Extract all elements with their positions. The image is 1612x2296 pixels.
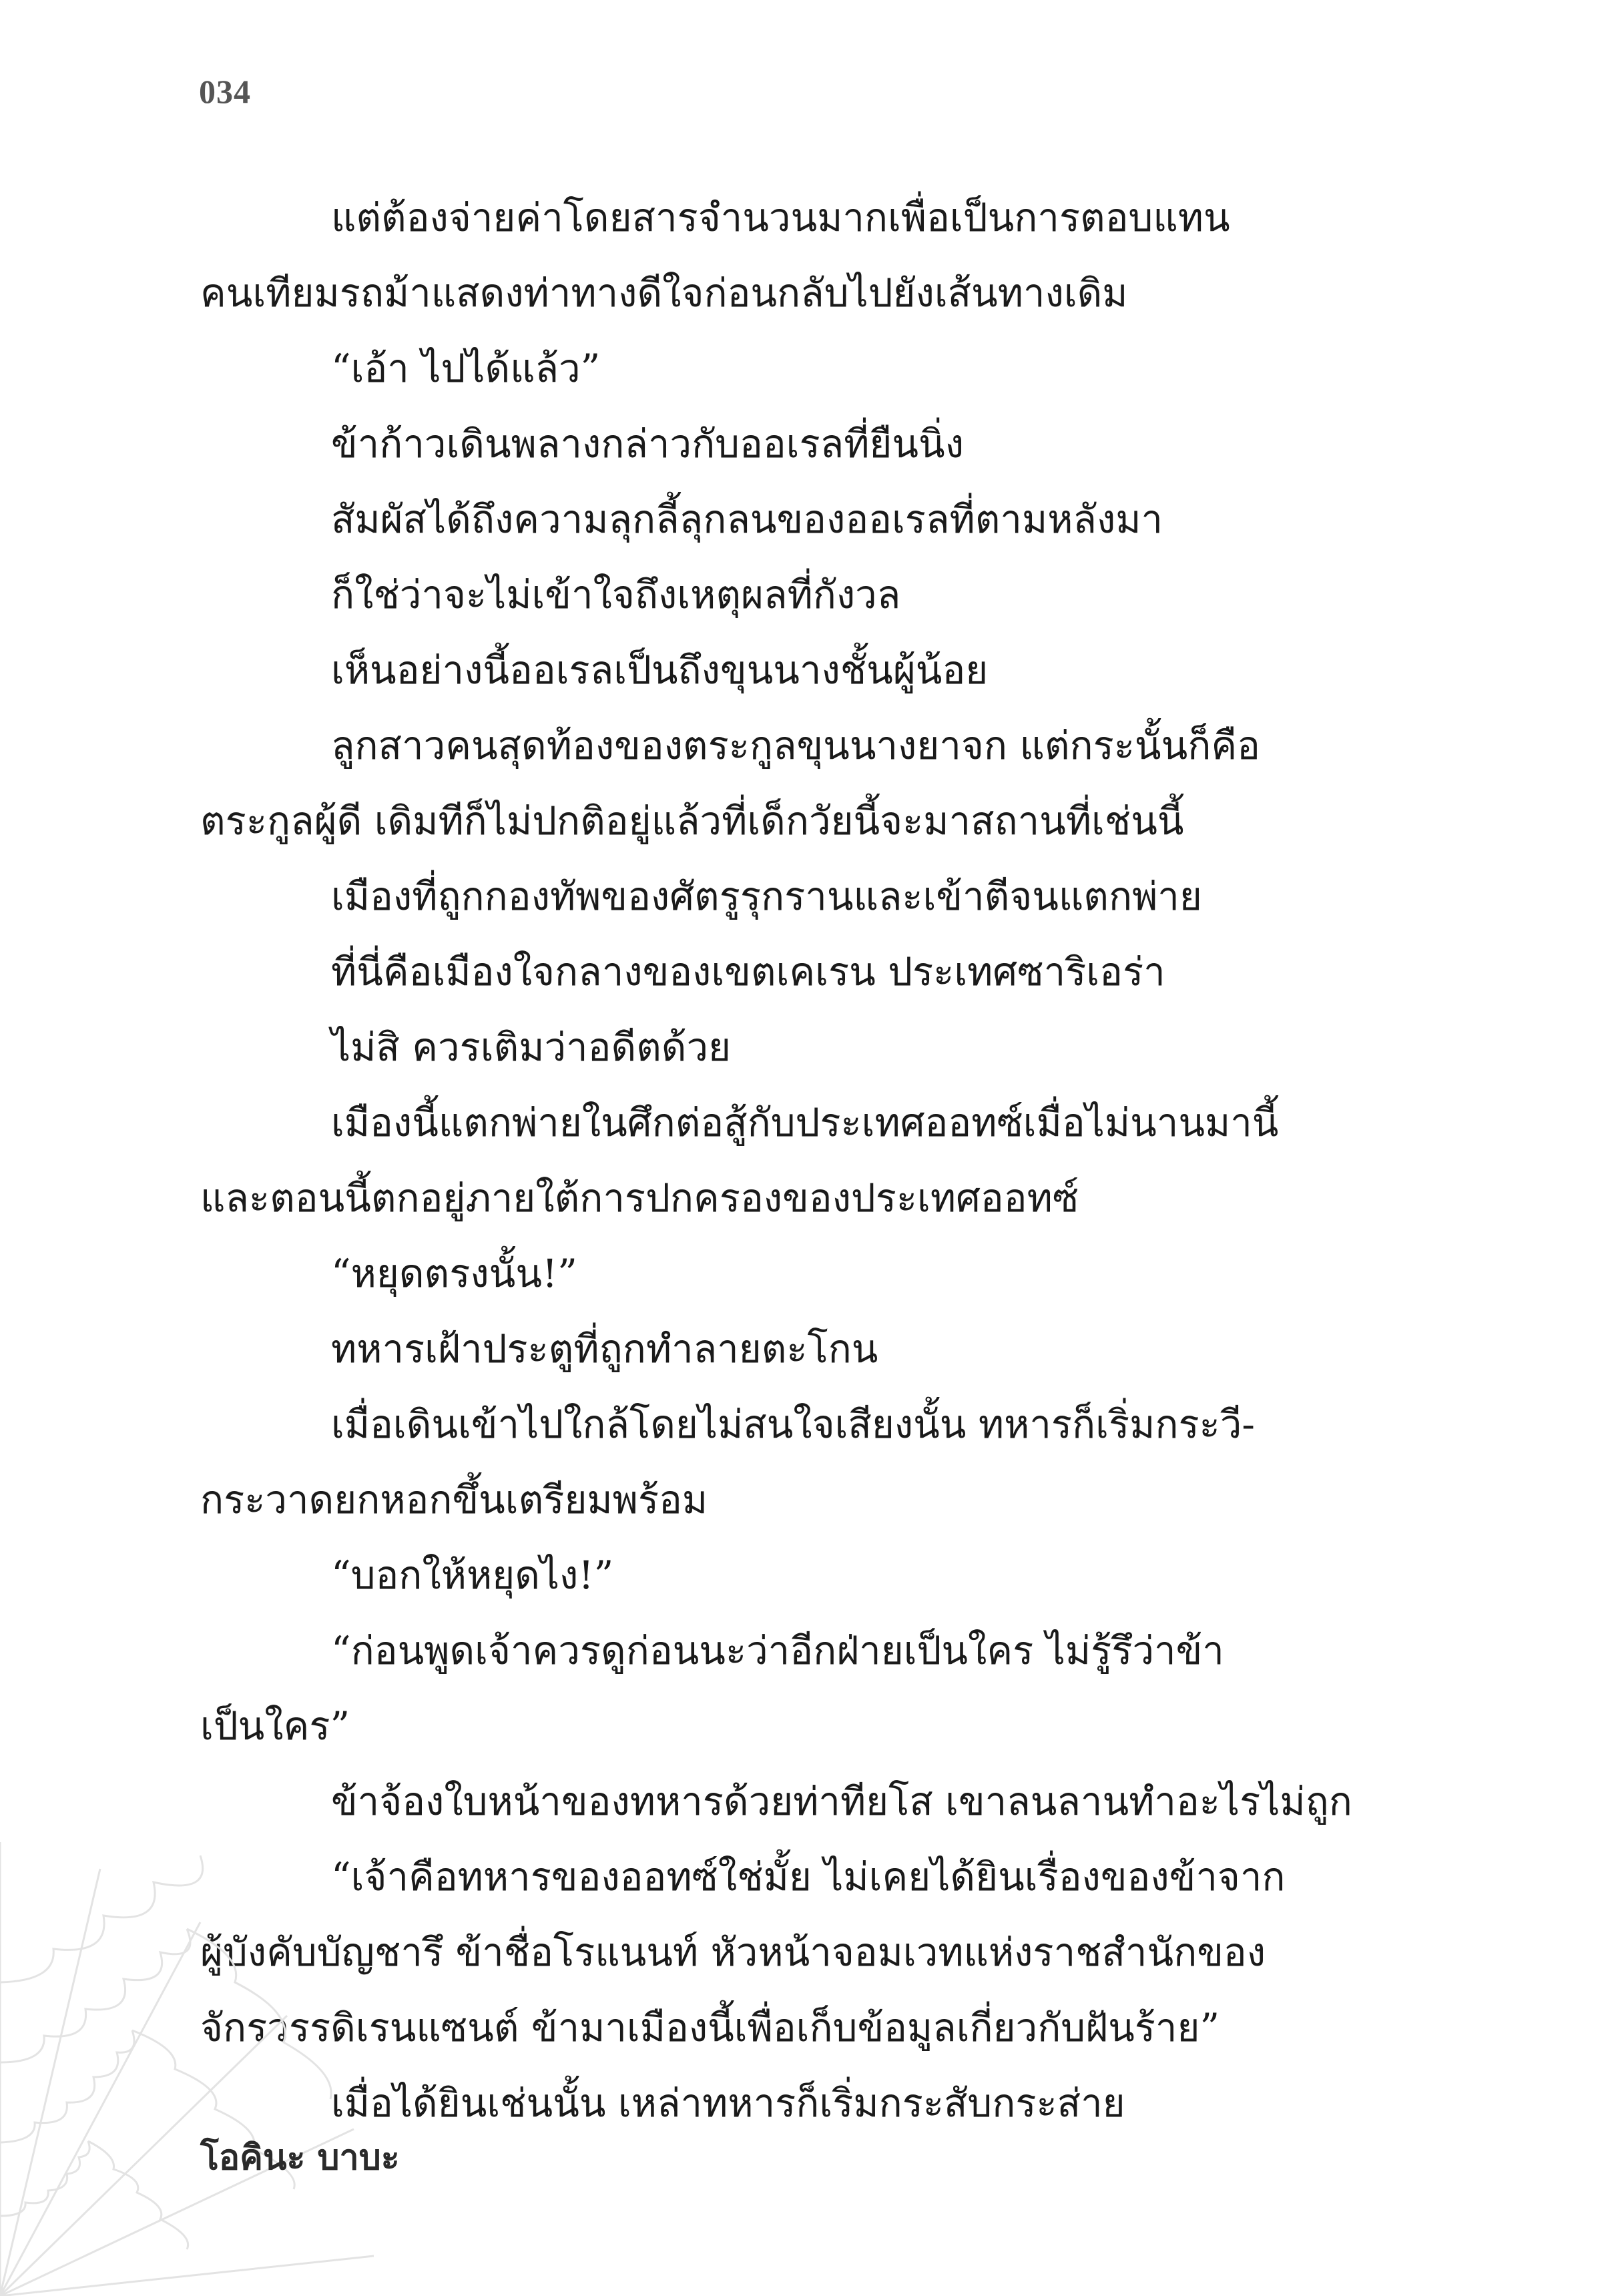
text-line: เป็นใคร”	[200, 1703, 350, 1749]
text-line: เมื่อได้ยินเช่นนั้น เหล่าทหารก็เริ่มกระสับกระส่าย	[331, 2080, 1125, 2126]
spiderweb-decoration	[0, 1842, 374, 2296]
text-line: เมืองที่ถูกกองทัพของศัตรูรุกรานและเข้าตีจนแตกพ่าย	[331, 874, 1202, 919]
page-number: 034	[199, 73, 251, 110]
text-line: แต่ต้องจ่ายค่าโดยสารจำนวนมากเพื่อเป็นการตอบแทน	[331, 195, 1230, 240]
text-line: “เจ้าคือทหารของออทซ์ใช่มั้ย ไม่เคยได้ยินเรื่องของข้าจาก	[331, 1854, 1286, 1900]
text-line: เห็นอย่างนี้ออเรลเป็นถึงขุนนางชั้นผู้น้อย	[331, 647, 989, 693]
text-line: ไม่สิ ควรเติมว่าอดีตด้วย	[331, 1025, 732, 1070]
text-line: “บอกให้หยุดไง!”	[331, 1552, 614, 1598]
text-line: “ก่อนพูดเจ้าควรดูก่อนนะว่าอีกฝ่ายเป็นใคร ไม่รู้รึว่าข้า	[331, 1628, 1224, 1673]
text-line: ที่นี่คือเมืองใจกลางของเขตเคเรน ประเทศซาริเอร่า	[331, 949, 1165, 994]
text-line: ข้าจ้องใบหน้าของทหารด้วยท่าทียโส เขาลนลานทำอะไรไม่ถูก	[331, 1779, 1352, 1824]
text-line: ข้าก้าวเดินพลางกล่าวกับออเรลที่ยืนนิ่ง	[331, 421, 965, 467]
text-line: เมืองนี้แตกพ่ายในศึกต่อสู้กับประเทศออทซ์เมื่อไม่นานมานี้	[331, 1100, 1279, 1145]
text-line: สัมผัสได้ถึงความลุกลี้ลุกลนของออเรลที่ตามหลังมา	[331, 497, 1163, 542]
text-line: “หยุดตรงนั้น!”	[331, 1251, 577, 1296]
text-line: กระวาดยกหอกขึ้นเตรียมพร้อม	[200, 1477, 708, 1522]
text-line: ก็ใช่ว่าจะไม่เข้าใจถึงเหตุผลที่กังวล	[331, 572, 901, 617]
body-text	[200, 180, 1418, 2141]
text-line: จักรวรรดิเรนแซนต์ ข้ามาเมืองนี้เพื่อเก็บข้อมูลเกี่ยวกับฝันร้าย”	[200, 2005, 1220, 2050]
text-line: ทหารเฝ้าประตูที่ถูกทำลายตะโกน	[331, 1326, 878, 1372]
author-name: โอคินะ บาบะ	[200, 2138, 400, 2178]
text-line: ตระกูลผู้ดี เดิมทีก็ไม่ปกติอยู่แล้วที่เด็กวัยนี้จะมาสถานที่เช่นนี้	[200, 798, 1184, 844]
text-line: ลูกสาวคนสุดท้องของตระกูลขุนนางยาจก แต่กระนั้นก็คือ	[331, 723, 1260, 768]
text-line: เมื่อเดินเข้าไปใกล้โดยไม่สนใจเสียงนั้น ทหารก็เริ่มกระวี-	[331, 1402, 1255, 1447]
text-line: “เอ้า ไปได้แล้ว”	[331, 346, 601, 391]
text-line: คนเทียมรถม้าแสดงท่าทางดีใจก่อนกลับไปยังเส้นทางเดิม	[200, 270, 1128, 316]
text-line: ผู้บังคับบัญชารึ ข้าชื่อโรแนนท์ หัวหน้าจอมเวทแห่งราชสำนักของ	[200, 1930, 1266, 1975]
text-line: และตอนนี้ตกอยู่ภายใต้การปกครองของประเทศออทซ์	[200, 1175, 1079, 1221]
